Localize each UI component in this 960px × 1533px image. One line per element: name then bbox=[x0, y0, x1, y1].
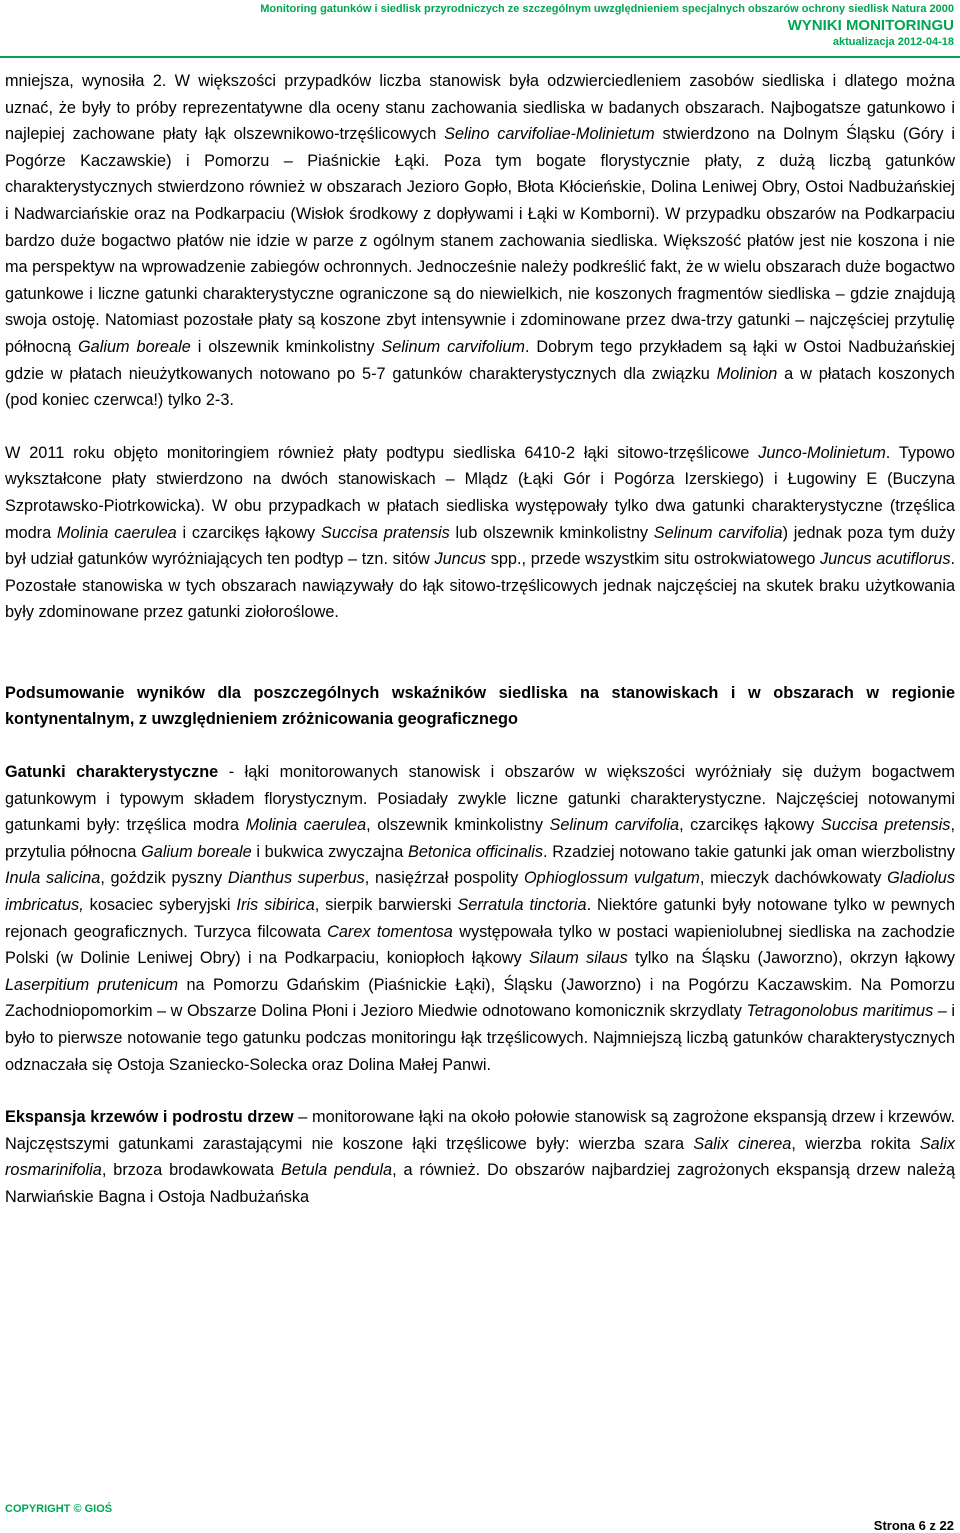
text-run: W 2011 roku objęto monitoringiem również płaty podtypu siedliska 6410-2 łąki sitowo-trzęślicowe bbox=[5, 443, 759, 462]
species-name: Molinia caerulea bbox=[245, 816, 367, 835]
text-run: mniejsza, wynosiła 2. W większości przypadków liczba stanowisk była odzwierciedleniem zasobów siedliska i dlatego można uznać, że były to próby reprezentatywne dla oceny stanu zachowania siedliska w badanych obszarach. Najbogatsze gatunkowo i najlepiej zachowane płaty łąk olszewnikowo-trzęślicowych bbox=[5, 72, 955, 144]
text-run: , nasięźrzał pospolity bbox=[364, 869, 524, 888]
text-run: stwierdzono na Dolnym Śląsku (Góry i Pogórze Kaczawskie) i Pomorzu – Piaśnickie Łąki. Poza tym bogate florystycznie płaty, z dużą liczbą gatunków charakterystycznych stwierdzono również w obszarach Jezioro Gopło, Błota Kłócieńskie, Dolina Leniwej Obry, Ostoi Nadbużańskiej i Nadwarciańskie oraz na Podkarpaciu (Wisłok środkowy z dopływami i Łąki w Komborni). W przypadku obszarów na Podkarpaciu bardzo duże bogactwo płatów nie idzie w parze z ogólnym stanem zachowania siedliska. Większość płatów jest nie koszona i nie ma perspektyw na wprowadzenie zabiegów ochronnych. Jednocześnie należy podkreślić fakt, że w wielu obszarach duże bogactwo gatunkowe i liczne gatunki charakterystyczne ograniczone są do niewielkich, nie koszonych fragmentów siedliska – gdzie znajdują swoja ostoję. Natomiast pozostałe płaty są koszone zbyt intensywnie i zdominowane przez dwa-trzy gatunki – najczęściej przytulię północną bbox=[5, 125, 955, 356]
species-name: Juncus bbox=[434, 550, 487, 569]
text-run: lub olszewnik kminkolistny bbox=[449, 523, 654, 542]
text-run: , przytulia północna bbox=[5, 816, 955, 861]
text-run: , a również. Do obszarów najbardziej zagrożonych ekspansją drzew należą Narwiańskie Bagna i Ostoja Nadbużańska bbox=[5, 1161, 956, 1206]
species-name: Inula salicina bbox=[5, 869, 101, 888]
species-name: Selinum carvifolium bbox=[381, 337, 525, 356]
text-run: , sierpik barwierski bbox=[314, 896, 458, 915]
text-run: - łąki monitorowanych stanowisk i obszarów w większości wyróżniały się dużym bogactwem gatunkowym i typowym składem florystycznym. Posiadały zwykle liczne gatunki charakterystyczne. Najczęściej notowanymi gatunkami były: trzęślica modra bbox=[5, 763, 955, 835]
species-name: Galium boreale bbox=[141, 842, 252, 861]
species-name: Selino carvifoliae-Molinietum bbox=[444, 125, 655, 144]
text-run: . Pozostałe stanowiska w tych obszarach nawiązywały do łąk sitowo-trzęślicowych jednak najczęściej na skutek braku użytkowania były zdominowane przez gatunki ziołoroślowe. bbox=[5, 550, 955, 622]
footer-page-number: Strona 6 z 22 bbox=[873, 1518, 954, 1533]
section-heading: Gatunki charakterystyczne bbox=[5, 763, 219, 782]
text-run: a w płatach koszonych (pod koniec czerwca!) tylko 2-3. bbox=[5, 364, 955, 410]
document-body bbox=[5, 68, 955, 1211]
text-run: , olszewnik kminkolistny bbox=[366, 816, 550, 835]
text-run: , brzoza brodawkowata bbox=[101, 1161, 282, 1180]
text-run: – i było to pierwsze notowanie tego gatunku podczas monitoringu łąk trzęślicowych. Najmniejszą liczbą gatunków charakterystycznych odznaczała się Ostoja Szaniecko-Solecka oraz Dolina Małej Panwi. bbox=[5, 1002, 955, 1074]
text-run: spp., przede wszystkim situ ostrokwiatowego bbox=[486, 550, 820, 569]
text-run: występowała tylko w postaci wapieniolubnej siedliska na zachodzie Polski (w Dolinie Leniwej Obry) i na Podkarpaciu, koniopłoch łąkowy bbox=[5, 922, 955, 968]
text-run: , mieczyk dachówkowaty bbox=[699, 869, 888, 888]
species-name: Betula pendula bbox=[281, 1161, 393, 1180]
species-name: Tetragonolobus maritimus bbox=[746, 1002, 934, 1021]
species-name: Junco-Molinietum bbox=[758, 443, 886, 462]
text-run: i olszewnik kminkolistny bbox=[190, 337, 382, 356]
text-run: kosaciec syberyjski bbox=[83, 896, 237, 915]
text-run: , wierzba rokita bbox=[791, 1134, 920, 1153]
paragraph-1 bbox=[5, 68, 955, 414]
paragraph-3 bbox=[5, 680, 955, 733]
text-run: na Pomorzu Gdańskim (Piaśnickie Łąki), Śląsku (Jaworzno) i na Pogórzu Kaczawskim. Na Pomorzu Zachodniopomorkim – w Obszarze Dolina Płoni i Jezioro Miedwie odnotowano komonicznik skrzydlaty bbox=[5, 975, 955, 1021]
text-run: . Dobrym tego przykładem są łąki w Ostoi Nadbużańskiej gdzie w płatach nieużytkowanych notowano po 5-7 gatunków charakterystycznych dla związku bbox=[5, 337, 955, 383]
section-heading: Ekspansja krzewów i podrostu drzew bbox=[5, 1108, 294, 1127]
header-divider bbox=[0, 56, 960, 58]
text-run: – monitorowane łąki na około połowie stanowisk są zagrożone ekspansją drzew i krzewów. Najczęstszymi gatunkami zarastającymi nie koszone łąki trzęślicowe były: wierzba szara bbox=[5, 1108, 955, 1153]
species-name: Betonica officinalis bbox=[407, 842, 543, 861]
text-run: . Typowo wykształcone płaty stwierdzono na dwóch stanowiskach – Mlądz (Łąki Gór i Pogórza Izerskiego) i Ługowiny E (Buczyna Szprotawsko-Piotrkowicka). W obu przypadkach w płatach siedliska występowały tylko dwa gatunki charakterystyczne (trzęślica modra bbox=[5, 443, 955, 542]
species-name: Selinum carvifolia bbox=[653, 523, 783, 542]
species-name: Salix rosmarinifolia bbox=[5, 1134, 956, 1180]
text-run: tylko na Śląsku (Jaworzno), okrzyn łąkowy bbox=[627, 949, 955, 968]
species-name: Laserpitium prutenicum bbox=[5, 975, 179, 994]
species-name: Succisa pratensis bbox=[320, 523, 450, 542]
species-name: Silaum silaus bbox=[529, 949, 628, 968]
page-header bbox=[260, 3, 954, 49]
text-run: . Niektóre gatunki były notowane tylko w pewnych rejonach geograficznych. Turzyca filcowata bbox=[5, 896, 955, 941]
text-run: ) jednak poza tym duży był udział gatunków wyróżniających ten podtyp – tzn. sitów bbox=[5, 523, 955, 569]
text-run: i bukwica zwyczajna bbox=[251, 842, 408, 861]
species-name: Molinion bbox=[716, 364, 778, 383]
header-section-title: WYNIKI MONITORINGU bbox=[787, 16, 954, 34]
text-run: Podsumowanie wyników dla poszczególnych wskaźników siedliska na stanowiskach i w obszarach w regionie kontynentalnym, z uwzględnieniem zróżnicowania geograficznego bbox=[5, 683, 955, 729]
species-name: Dianthus superbus bbox=[227, 869, 365, 888]
species-name: Carex tomentosa bbox=[327, 922, 453, 941]
text-run: , goździk pyszny bbox=[100, 869, 228, 888]
header-project-title: Monitoring gatunków i siedlisk przyrodniczych ze szczególnym uwzględnieniem specjalnych obszarów ochrony siedlisk Natura 2000 bbox=[260, 3, 954, 15]
species-name: Ophioglossum vulgatum bbox=[524, 869, 700, 888]
species-name: Molinia caerulea bbox=[56, 523, 177, 542]
header-update-date: aktualizacja 2012-04-18 bbox=[832, 35, 954, 48]
text-run: , czarcikęs łąkowy bbox=[679, 816, 821, 835]
paragraph-4 bbox=[5, 759, 955, 1078]
species-name: Iris sibirica bbox=[236, 896, 315, 915]
species-name: Gladiolus imbricatus, bbox=[5, 869, 955, 915]
paragraph-2 bbox=[5, 440, 955, 626]
species-name: Selinum carvifolia bbox=[549, 816, 680, 835]
species-name: Juncus acutiflorus bbox=[819, 550, 951, 569]
text-run: i czarcikęs łąkowy bbox=[176, 523, 321, 542]
paragraph-5 bbox=[5, 1104, 955, 1210]
footer-copyright: COPYRIGHT © GIOŚ bbox=[5, 1503, 113, 1515]
text-run: . Rzadziej notowano takie gatunki jak oman wierzbolistny bbox=[542, 842, 955, 861]
species-name: Galium boreale bbox=[78, 337, 191, 356]
species-name: Serratula tinctoria bbox=[457, 896, 587, 915]
species-name: Salix cinerea bbox=[693, 1134, 792, 1153]
species-name: Succisa pretensis bbox=[820, 816, 951, 835]
